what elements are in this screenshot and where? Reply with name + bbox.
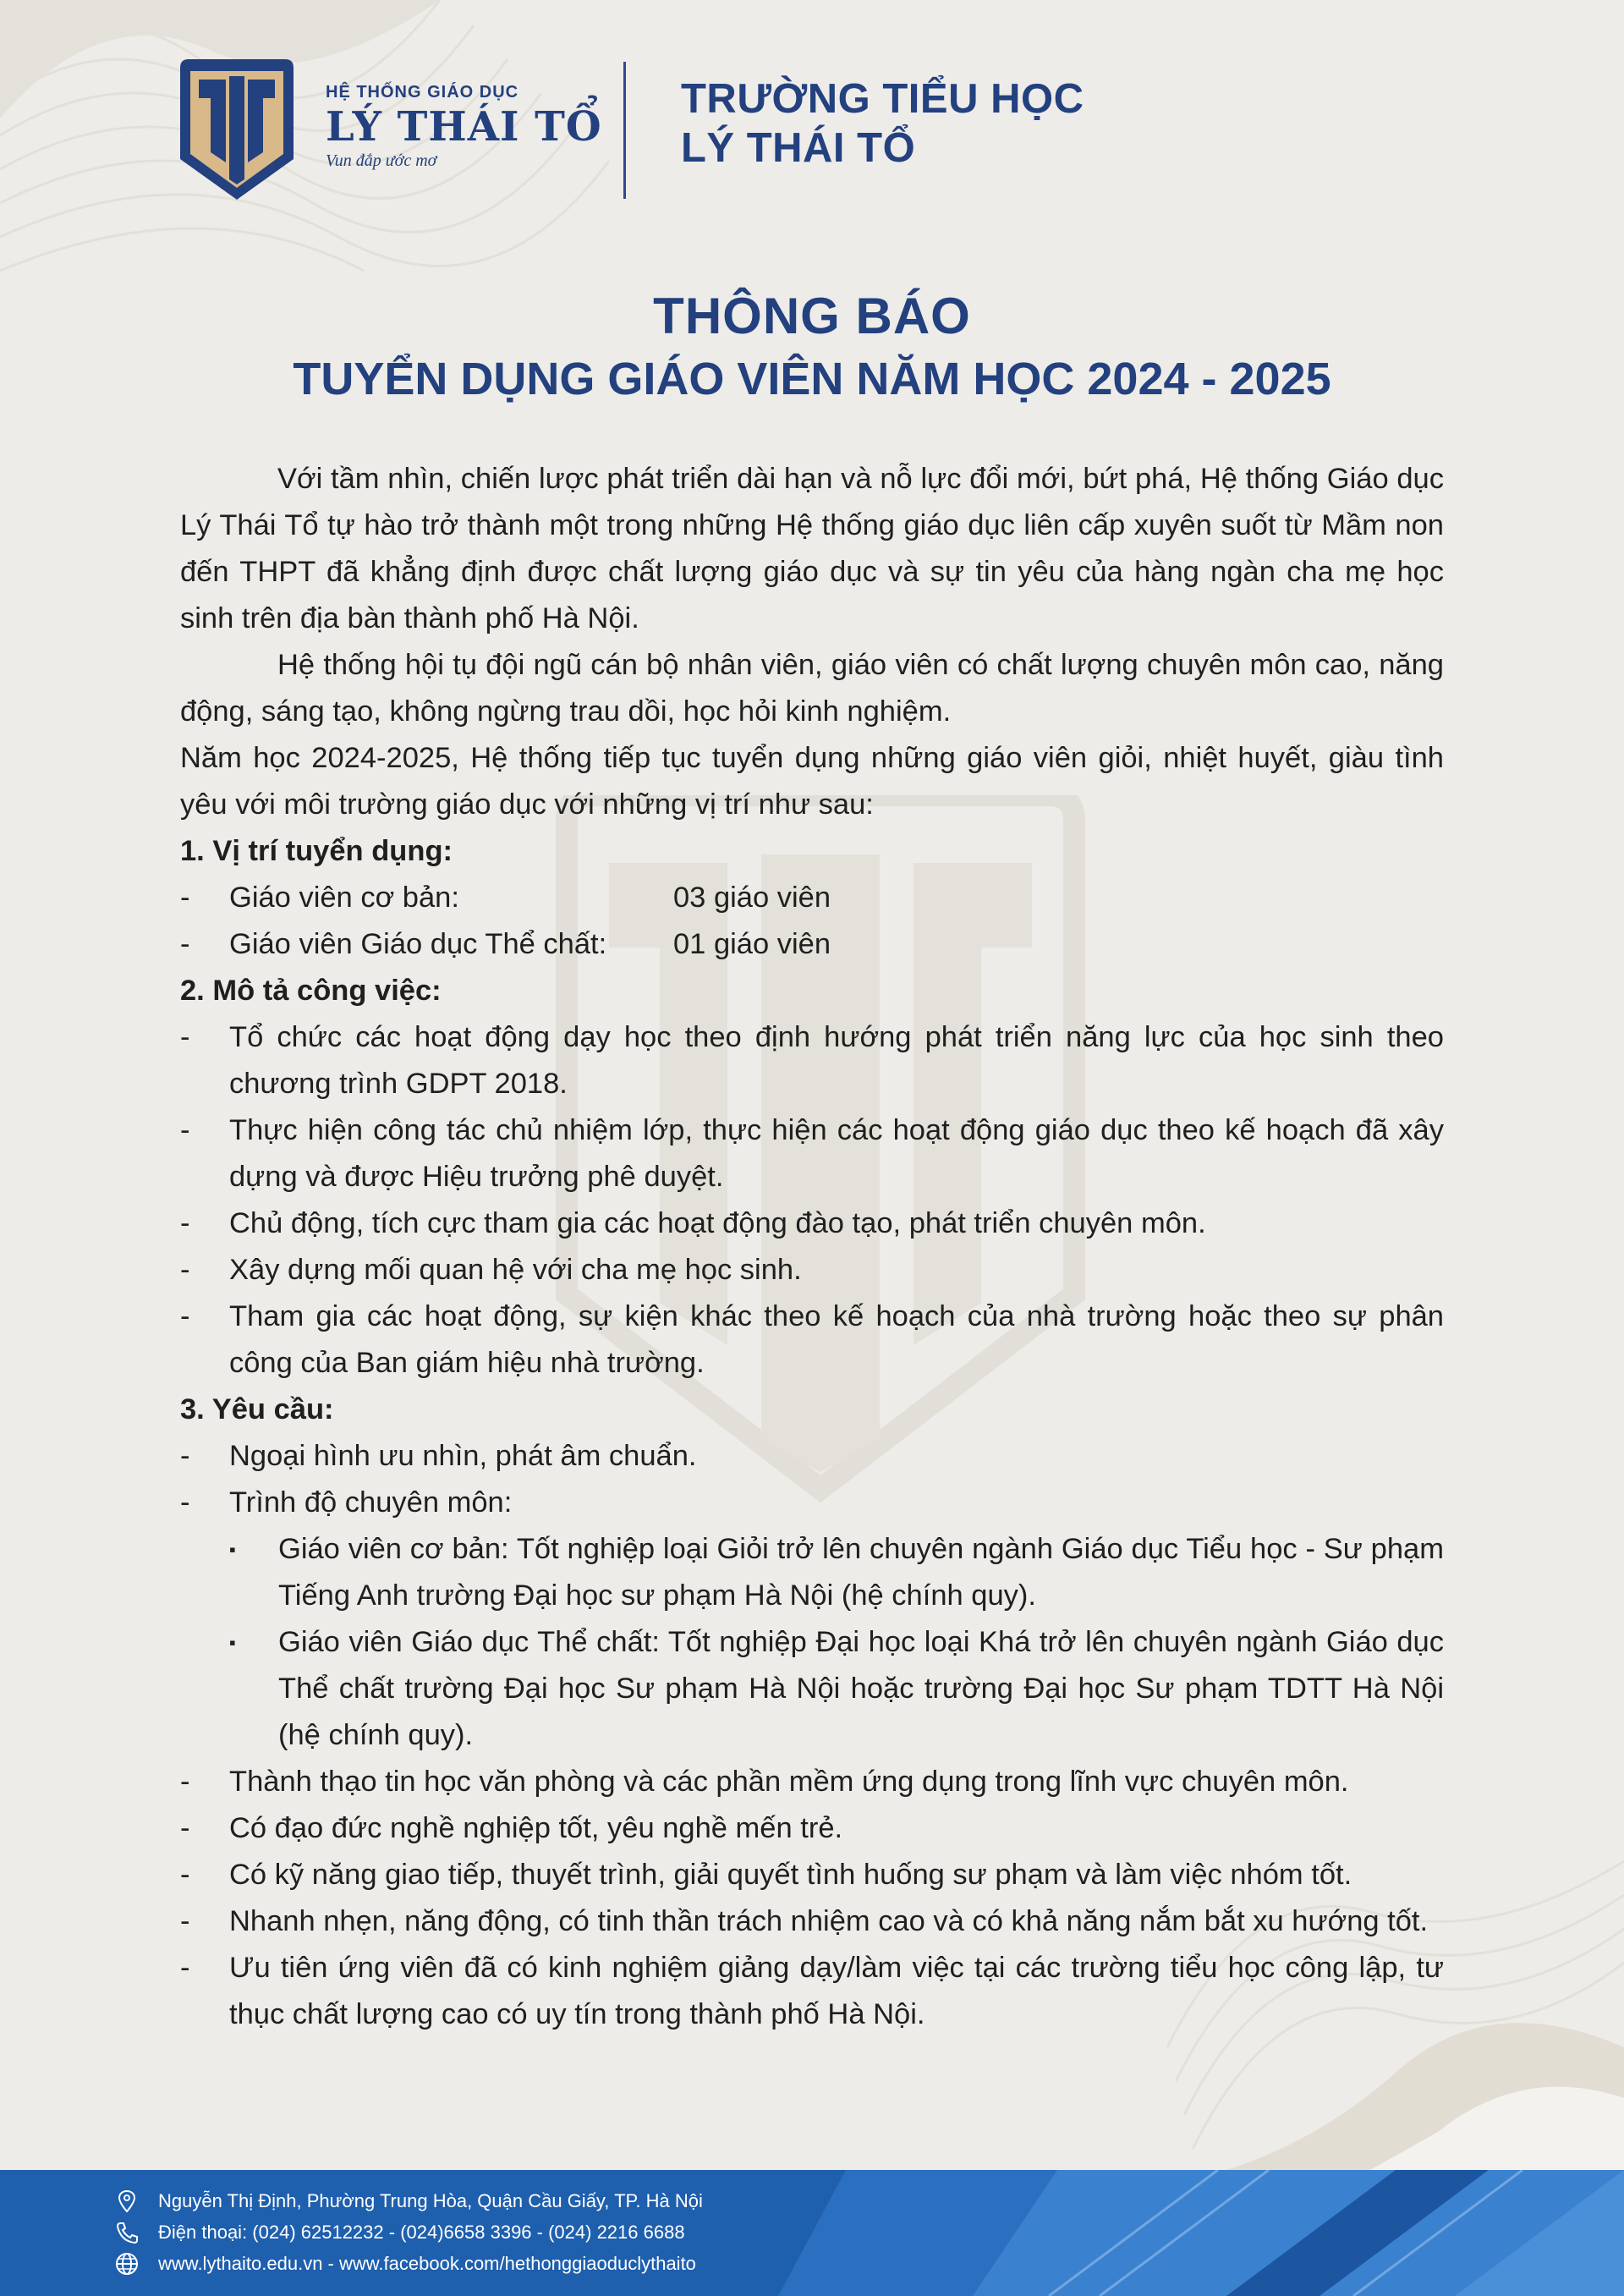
requirement-item: [180, 1852, 1444, 1898]
dash-bullet: -: [180, 1812, 190, 1844]
footer-web-line[interactable]: [112, 2251, 696, 2277]
footer-phone-line: [112, 2220, 685, 2245]
brand-block: [326, 83, 602, 171]
dash-bullet: -: [180, 1114, 190, 1146]
brand-slogan: Vun đắp ước mơ: [326, 151, 437, 170]
qualification-sub-item: [180, 1619, 1444, 1759]
requirement-text: Có đạo đức nghề nghiệp tốt, yêu nghề mến trẻ.: [229, 1812, 843, 1844]
job-item-text: Tổ chức các hoạt động dạy học theo định hướng phát triển năng lực của học sinh theo chương trình GDPT 2018.: [229, 1021, 1444, 1100]
job-item: [180, 1200, 1444, 1247]
dash-bullet: -: [180, 1766, 190, 1798]
dash-bullet: -: [180, 928, 190, 960]
brand-name: LÝ THÁI TỔ: [326, 103, 602, 151]
header-divider: [623, 62, 626, 199]
position-count: 03 giáo viên: [673, 882, 831, 914]
location-pin-icon: [112, 2189, 141, 2214]
title-line1: THÔNG BÁO: [653, 288, 971, 344]
position-count: 01 giáo viên: [673, 928, 831, 960]
school-logo-icon: [173, 58, 300, 201]
requirement-text: Có kỹ năng giao tiếp, thuyết trình, giải quyết tình huống sư phạm và làm việc nhóm tốt.: [229, 1859, 1352, 1891]
footer-address-line: [112, 2189, 703, 2214]
section-heading-job-description: 2. Mô tả công việc:: [180, 975, 442, 1007]
square-bullet-icon: ▪: [229, 1632, 236, 1653]
document-body: [180, 456, 1444, 2038]
qualification-sub-item: [180, 1526, 1444, 1619]
footer-phone: Điện thoại: (024) 62512232 - (024)6658 3396 - (024) 2216 6688: [158, 2222, 685, 2243]
position-label: Giáo viên cơ bản:: [229, 882, 459, 914]
position-item: [180, 921, 1444, 968]
job-item: [180, 1294, 1444, 1387]
requirement-item: [180, 1945, 1444, 2038]
job-item: [180, 1014, 1444, 1107]
dash-bullet: -: [180, 1254, 190, 1286]
footer-web-links[interactable]: www.lythaito.edu.vn - www.facebook.com/hethonggiaoduclythaito: [158, 2253, 696, 2274]
qualification-text: Giáo viên Giáo dục Thể chất: Tốt nghiệp Đại học loại Khá trở lên chuyên ngành Giáo dục Thể chất trường Đại học Sư phạm Hà Nội hoặc trường Đại học Sư phạm TDTT Hà Nội (hệ chính quy).: [278, 1626, 1444, 1751]
position-label: Giáo viên Giáo dục Thể chất:: [229, 928, 607, 960]
job-item: [180, 1247, 1444, 1294]
intro-paragraph-3: Năm học 2024-2025, Hệ thống tiếp tục tuyển dụng những giáo viên giỏi, nhiệt huyết, giàu tình yêu với môi trường giáo dục với những vị trí như sau:: [180, 742, 1444, 821]
intro-paragraph-1: Với tầm nhìn, chiến lược phát triển dài hạn và nỗ lực đổi mới, bứt phá, Hệ thống Giáo dục Lý Thái Tổ tự hào trở thành một trong những Hệ thống giáo dục liên cấp xuyên suốt từ Mầm non đến THPT đã khẳng định được chất lượng giáo dục và sự tin yêu của hàng ngàn cha mẹ học sinh trên địa bàn thành phố Hà Nội.: [180, 463, 1444, 634]
requirement-item: [180, 1480, 1444, 1526]
requirement-item: [180, 1759, 1444, 1805]
job-item: [180, 1107, 1444, 1200]
intro-paragraph-2: Hệ thống hội tụ đội ngũ cán bộ nhân viên, giáo viên có chất lượng chuyên môn cao, năng động, sáng tạo, không ngừng trau dồi, học hỏi kinh nghiệm.: [180, 649, 1444, 728]
requirement-text: Trình độ chuyên môn:: [229, 1486, 513, 1519]
section-heading-positions: 1. Vị trí tuyển dụng:: [180, 835, 453, 867]
job-item-text: Chủ động, tích cực tham gia các hoạt động đào tạo, phát triển chuyên môn.: [229, 1207, 1206, 1239]
qualification-text: Giáo viên cơ bản: Tốt nghiệp loại Giỏi trở lên chuyên ngành Giáo dục Tiểu học - Sư phạm Tiếng Anh trường Đại học sư phạm Hà Nội (hệ chính quy).: [278, 1533, 1444, 1612]
globe-icon: [112, 2251, 141, 2277]
dash-bullet: -: [180, 1207, 190, 1239]
brand-subtitle: HỆ THỐNG GIÁO DỤC: [326, 83, 519, 102]
phone-icon: [112, 2220, 141, 2245]
dash-bullet: -: [180, 1486, 190, 1519]
school-name-line1: TRƯỜNG TIỂU HỌC: [681, 76, 1084, 122]
requirement-item: [180, 1433, 1444, 1480]
dash-bullet: -: [180, 1952, 190, 1984]
requirement-text: Thành thạo tin học văn phòng và các phần mềm ứng dụng trong lĩnh vực chuyên môn.: [229, 1766, 1349, 1798]
dash-bullet: -: [180, 1905, 190, 1937]
square-bullet-icon: ▪: [229, 1539, 236, 1560]
school-name-line2: LÝ THÁI TỔ: [681, 125, 916, 171]
job-item-text: Tham gia các hoạt động, sự kiện khác theo kế hoạch của nhà trường hoặc theo sự phân công của Ban giám hiệu nhà trường.: [229, 1300, 1444, 1379]
dash-bullet: -: [180, 1440, 190, 1472]
header: [173, 58, 1188, 201]
requirement-text: Nhanh nhẹn, năng động, có tinh thần trách nhiệm cao và có khả năng nắm bắt xu hướng tốt.: [229, 1905, 1429, 1937]
requirement-item: [180, 1898, 1444, 1945]
requirement-text: Ưu tiên ứng viên đã có kinh nghiệm giảng dạy/làm việc tại các trường tiểu học công lập, tư thục chất lượng cao có uy tín trong thành phố Hà Nội.: [229, 1952, 1444, 2030]
job-item-text: Xây dựng mối quan hệ với cha mẹ học sinh.: [229, 1254, 802, 1286]
section-heading-requirements: 3. Yêu cầu:: [180, 1393, 334, 1425]
title-line2: TUYỂN DỤNG GIÁO VIÊN NĂM HỌC 2024 - 2025: [293, 354, 1331, 404]
dash-bullet: -: [180, 1300, 190, 1332]
footer: [0, 2170, 1624, 2296]
job-item-text: Thực hiện công tác chủ nhiệm lớp, thực hiện các hoạt động giáo dục theo kế hoạch đã xây dựng và được Hiệu trưởng phê duyệt.: [229, 1114, 1444, 1193]
dash-bullet: -: [180, 1859, 190, 1891]
dash-bullet: -: [180, 882, 190, 914]
dash-bullet: -: [180, 1021, 190, 1053]
requirement-item: [180, 1805, 1444, 1852]
requirement-text: Ngoại hình ưu nhìn, phát âm chuẩn.: [229, 1440, 697, 1472]
school-name: [681, 74, 1084, 173]
document-title: [0, 283, 1624, 409]
position-item: [180, 875, 1444, 921]
footer-address: Nguyễn Thị Định, Phường Trung Hòa, Quận Cầu Giấy, TP. Hà Nội: [158, 2190, 703, 2211]
